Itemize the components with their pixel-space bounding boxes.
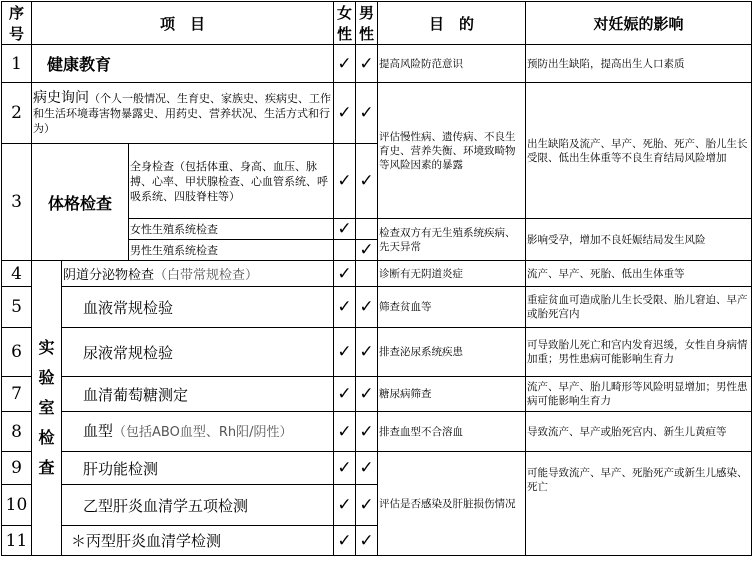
item-name: 健康教育 <box>47 55 112 74</box>
male-check: ✓ <box>356 452 378 485</box>
item-name: 病史询问 <box>33 89 89 106</box>
purpose: 诊断有无阴道炎症 <box>378 261 526 287</box>
purpose: 评估是否感染及肝脏损伤情况 <box>378 452 526 556</box>
row-no: 4 <box>2 261 32 287</box>
item-name: 血型 <box>83 421 114 440</box>
row-no: 7 <box>2 377 32 412</box>
female-check: ✓ <box>334 287 356 328</box>
male-check: ✓ <box>356 328 378 377</box>
row-no: 2 <box>2 83 32 144</box>
male-check: ✓ <box>356 83 378 144</box>
table-row <box>2 452 752 485</box>
item-detail: （个人一般情况、生育史、家族史、疾病史、工作和生活环境毒害物暴露史、用药史、营养状况、生活方式和行为） <box>33 91 331 135</box>
header-effect: 对妊娠的影响 <box>526 2 752 45</box>
purpose: 排查血型不合溶血 <box>378 412 526 452</box>
row-no: 1 <box>2 45 32 83</box>
header-no: 序号 <box>2 2 32 45</box>
sub-item-male-exam: 男性生殖系统检查 <box>129 240 334 261</box>
effect: 流产、早产、死胎、低出生体重等 <box>526 261 752 287</box>
preconception-checkup-table <box>1 1 752 556</box>
table-row <box>2 261 752 287</box>
item-name: 血液常规检验 <box>83 298 174 317</box>
table-row <box>2 287 752 328</box>
male-check: ✓ <box>356 485 378 526</box>
purpose: 评估慢性病、遗传病、不良生育史、营养失衡、环境致畸物等风险因素的暴露 <box>378 83 526 219</box>
effect: 影响受孕，增加不良妊娠结局发生风险 <box>526 219 752 261</box>
row-no: 8 <box>2 412 32 452</box>
effect: 预防出生缺陷，提高出生人口素质 <box>526 45 752 83</box>
item-name: ＊丙型肝炎血清学检测 <box>71 532 222 550</box>
row-no: 10 <box>2 485 32 526</box>
effect: 可能导致流产、早产、死胎死产或新生儿感染、死亡 <box>526 452 752 556</box>
male-check: ✓ <box>356 412 378 452</box>
table-row <box>2 377 752 412</box>
table-row <box>2 45 752 83</box>
purpose: 检查双方有无生殖系统疾病、先天异常 <box>378 219 526 261</box>
purpose: 筛查贫血等 <box>378 287 526 328</box>
sub-item-general-exam: 全身检查（包括体重、身高、血压、脉搏、心率、甲状腺检查、心血管系统、呼吸系统、四肢脊柱等） <box>129 144 334 219</box>
header-purpose: 目 的 <box>378 2 526 45</box>
female-check: ✓ <box>334 452 356 485</box>
female-check: ✓ <box>334 144 356 219</box>
female-check: ✓ <box>334 485 356 526</box>
female-check: ✓ <box>334 83 356 144</box>
effect: 可导致胎儿死亡和宫内发育迟缓，女性自身病情加重；男性患病可能影响生育力 <box>526 328 752 377</box>
table-row <box>2 328 752 377</box>
header-row <box>2 2 752 45</box>
male-check: ✓ <box>356 526 378 556</box>
row-no: 11 <box>2 526 32 556</box>
purpose: 排查泌尿系统疾患 <box>378 328 526 377</box>
row-no: 9 <box>2 452 32 485</box>
item-name: 阴道分泌物检查 <box>63 268 155 283</box>
item-name: 肝功能检测 <box>83 459 159 478</box>
female-check: ✓ <box>334 219 356 240</box>
row-no: 3 <box>2 144 32 261</box>
item-detail: （白带常规检查） <box>154 268 259 283</box>
female-check: ✓ <box>334 45 356 83</box>
table-row <box>2 412 752 452</box>
effect: 导致流产、早产或胎死宫内、新生儿黄疸等 <box>526 412 752 452</box>
lab-category: 实 验 室 检 查 <box>32 261 62 556</box>
item-name: 体格检查 <box>47 193 112 213</box>
table-row <box>2 83 752 144</box>
item-detail: （包括ABO血型、Rh阳/阴性） <box>113 424 293 440</box>
row-no: 6 <box>2 328 32 377</box>
header-item: 项 目 <box>32 2 334 45</box>
female-check: ✓ <box>334 328 356 377</box>
female-check: ✓ <box>334 526 356 556</box>
effect: 重症贫血可造成胎儿生长受限、胎儿窘迫、早产或胎死宫内 <box>526 287 752 328</box>
sub-item-female-exam: 女性生殖系统检查 <box>129 219 334 240</box>
male-check: ✓ <box>356 287 378 328</box>
item-name: 乙型肝炎血清学五项检测 <box>83 496 249 515</box>
female-check: ✓ <box>334 261 356 287</box>
row-no: 5 <box>2 287 32 328</box>
male-check: ✓ <box>356 144 378 219</box>
purpose: 提高风险防范意识 <box>378 45 526 83</box>
item-name: 尿液常规检验 <box>83 343 174 362</box>
male-check: ✓ <box>356 45 378 83</box>
item-name: 血清葡萄糖测定 <box>83 385 189 404</box>
male-check: ✓ <box>356 377 378 412</box>
female-check: ✓ <box>334 377 356 412</box>
header-female: 女性 <box>334 2 356 45</box>
purpose: 糖尿病筛查 <box>378 377 526 412</box>
header-male: 男性 <box>356 2 378 45</box>
female-check: ✓ <box>334 412 356 452</box>
effect: 出生缺陷及流产、早产、死胎、死产、胎儿生长受限、低出生体重等不良生育结局风险增加 <box>526 83 752 219</box>
effect: 流产、早产、胎儿畸形等风险明显增加；男性患病可能影响生育力 <box>526 377 752 412</box>
male-check: ✓ <box>356 240 378 261</box>
